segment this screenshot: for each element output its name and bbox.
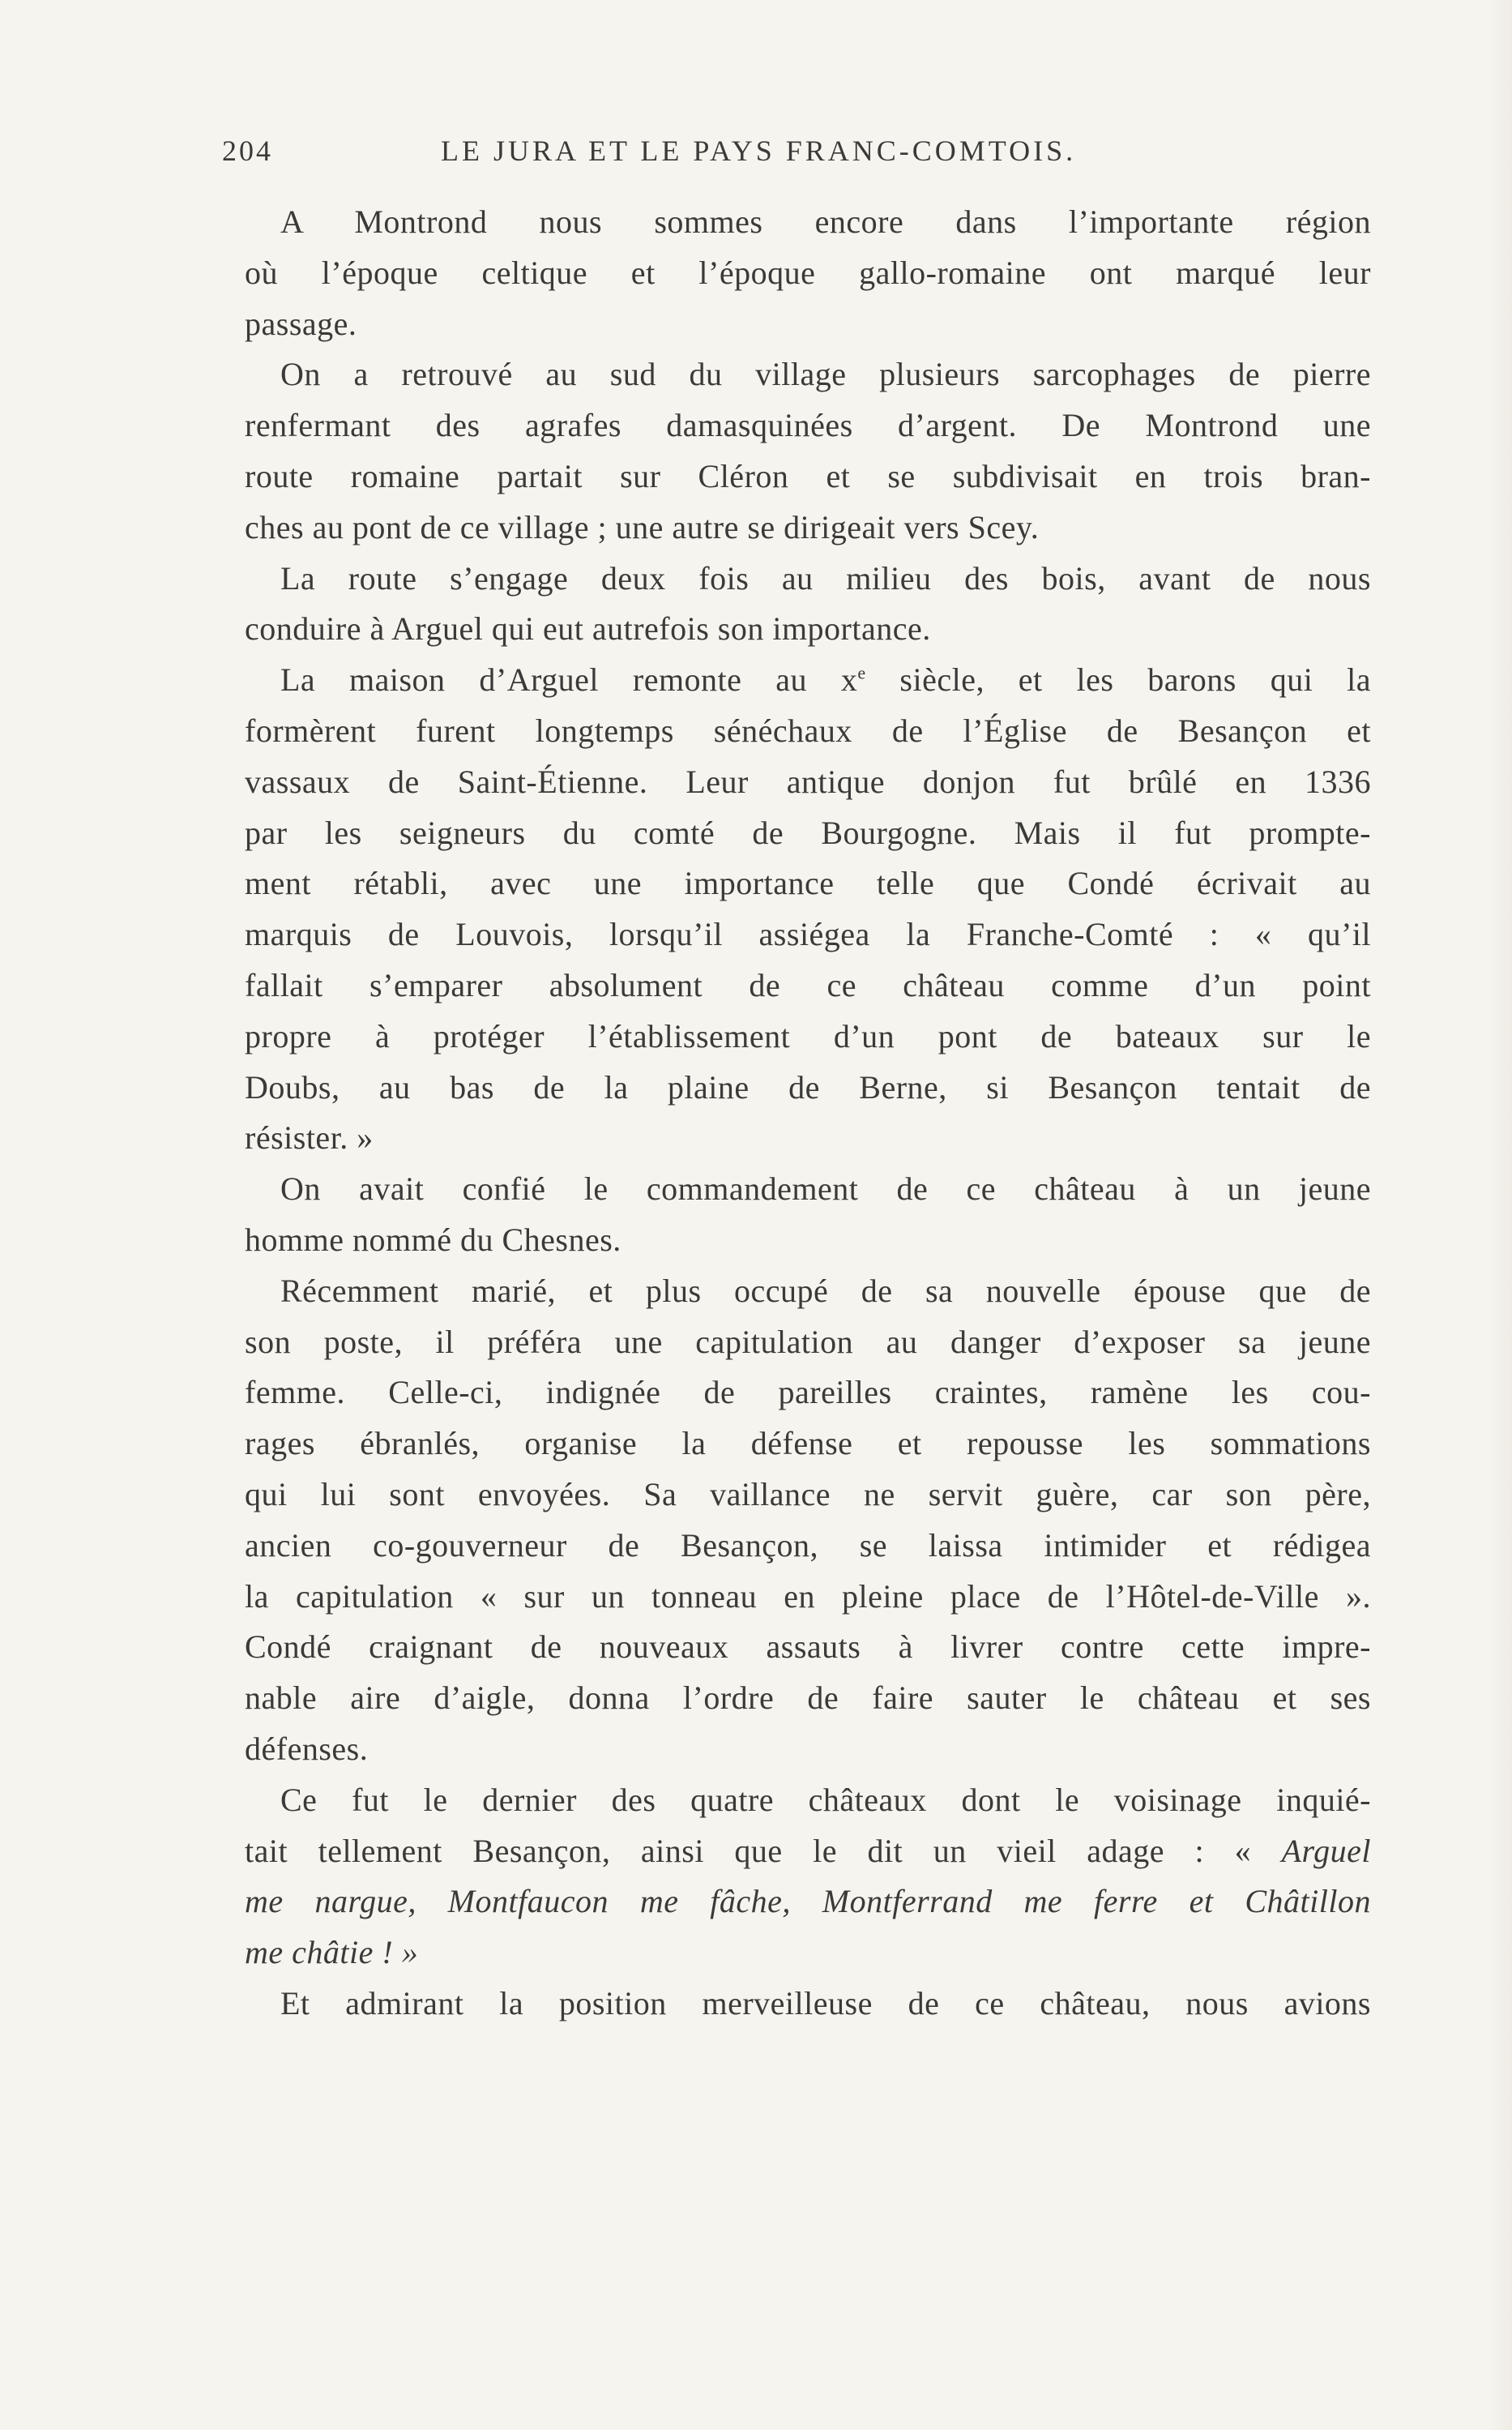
text-line: femme. Celle-ci, indignée de pareilles craintes, ramène les cou- (245, 1374, 1371, 1411)
century-superscript: e (857, 662, 866, 683)
text-segment: tait tellement Besançon, ainsi que le dit un vieil adage : « (245, 1832, 1282, 1869)
text-line: me nargue, Montfaucon me fâche, Montferrand me ferre et Châtillon (245, 1883, 1371, 1920)
text-segment: siècle, et les barons qui la (865, 661, 1371, 699)
text-line: passage. (245, 305, 357, 342)
text-line: Condé craignant de nouveaux assauts à livrer contre cette impre- (245, 1628, 1371, 1666)
text-line: On avait confié le commandement de ce château à un jeune (280, 1170, 1371, 1208)
text-line: défenses. (245, 1730, 369, 1767)
text-line: ment rétabli, avec une importance telle que Condé écrivait au (245, 865, 1371, 902)
text-line: nable aire d’aigle, donna l’ordre de faire sauter le château et ses (245, 1679, 1371, 1717)
page-number: 204 (222, 135, 273, 167)
text-line: vassaux de Saint-Étienne. Leur antique donjon fut brûlé en 1336 (245, 763, 1371, 800)
text-line: A Montrond nous sommes encore dans l’importante région (280, 203, 1371, 240)
text-line: par les seigneurs du comté de Bourgogne. Mais il fut prompte- (245, 814, 1371, 851)
text-line: ches au pont de ce village ; une autre se dirigeait vers Scey. (245, 508, 1040, 545)
text-line: me châtie ! » (245, 1934, 419, 1971)
running-head (222, 134, 1361, 174)
text-line: renfermant des agrafes damasquinées d’argent. De Montrond une (245, 407, 1371, 444)
adage-start: Arguel (1281, 1832, 1371, 1869)
body-text (245, 197, 1371, 2030)
text-line: La route s’engage deux fois au milieu des bois, avant de nous (280, 559, 1371, 597)
text-line: conduire à Arguel qui eut autrefois son importance. (245, 610, 931, 648)
text-line: son poste, il préféra une capitulation au danger d’exposer sa jeune (245, 1323, 1371, 1360)
text-line: homme nommé du Chesnes. (245, 1221, 621, 1258)
text-line: propre à protéger l’établissement d’un pont de bateaux sur le (245, 1017, 1371, 1055)
text-line: route romaine partait sur Cléron et se subdivisait en trois bran- (245, 457, 1371, 494)
text-line: Et admirant la position merveilleuse de ce château, nous avions (280, 1984, 1371, 2021)
text-line: la capitulation « sur un tonneau en pleine place de l’Hôtel-de-Ville ». (245, 1577, 1371, 1615)
page-edge-shade (1488, 0, 1512, 2430)
text-line: marquis de Louvois, lorsqu’il assiégea la Franche-Comté : « qu’il (245, 916, 1371, 953)
text-line: où l’époque celtique et l’époque gallo-romaine ont marqué leur (245, 254, 1371, 291)
text-line: résister. » (245, 1119, 374, 1157)
text-line: rages ébranlés, organise la défense et repousse les sommations (245, 1425, 1371, 1462)
text-line: qui lui sont envoyées. Sa vaillance ne servit guère, car son père, (245, 1475, 1371, 1512)
text-line: Récemment marié, et plus occupé de sa nouvelle épouse que de (280, 1272, 1371, 1309)
text-line: ancien co-gouverneur de Besançon, se laissa intimider et rédigea (245, 1526, 1371, 1564)
text-line: Doubs, au bas de la plaine de Berne, si Besançon tentait de (245, 1068, 1371, 1106)
text-line (245, 1826, 1371, 1877)
text-line: Ce fut le dernier des quatre châteaux dont le voisinage inquié- (280, 1781, 1371, 1818)
text-line (245, 655, 1371, 706)
running-title: LE JURA ET LE PAYS FRANC-COMTOIS. (441, 135, 1077, 167)
text-line: On a retrouvé au sud du village plusieurs sarcophages de pierre (280, 356, 1371, 393)
text-segment: La maison d’Arguel remonte au x (280, 661, 858, 699)
text-line: fallait s’emparer absolument de ce château comme d’un point (245, 966, 1371, 1003)
text-line: formèrent furent longtemps sénéchaux de l’Église de Besançon et (245, 712, 1371, 749)
